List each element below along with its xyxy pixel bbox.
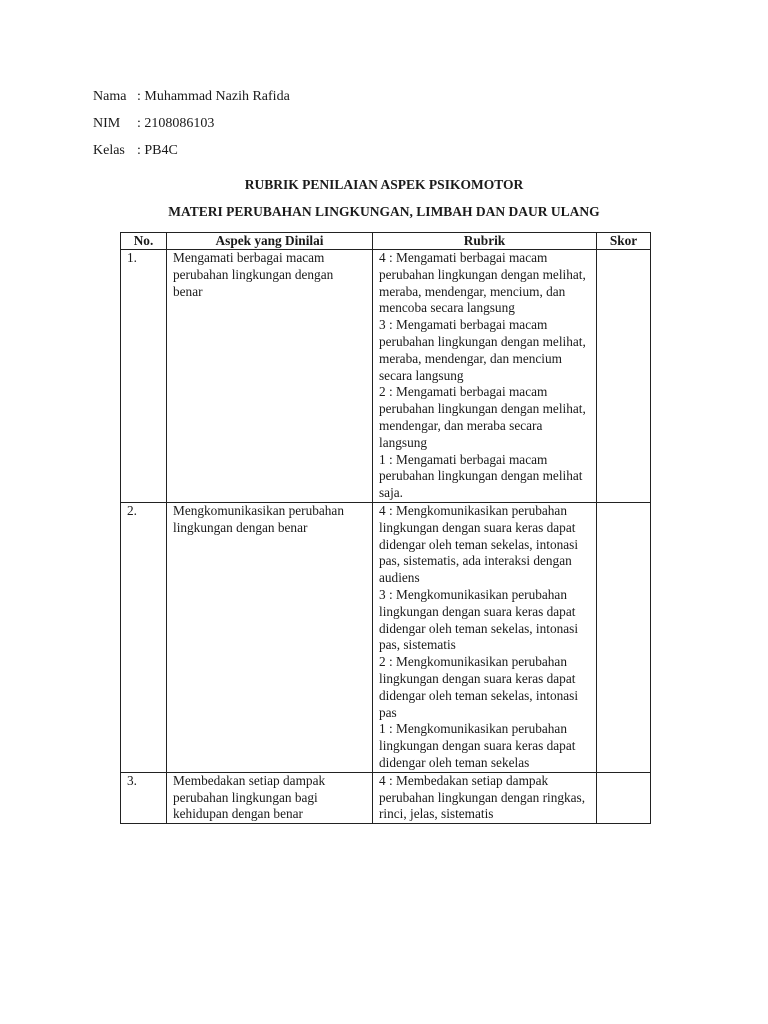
header-rubric: Rubrik	[373, 233, 597, 250]
row-number: 3.	[121, 772, 167, 823]
rubric-table	[120, 232, 651, 824]
rubric-level: 2 : Mengamati berbagai macam perubahan lingkungan dengan melihat, mendengar, dan meraba secara langsung	[379, 384, 586, 450]
row-number: 2.	[121, 502, 167, 772]
header-score: Skor	[597, 233, 651, 250]
document-title: RUBRIK PENILAIAN ASPEK PSIKOMOTOR	[244, 177, 524, 192]
rubric-level: 3 : Mengkomunikasikan perubahan lingkungan dengan suara keras dapat didengar oleh teman sekelas, intonasi pas, sistematis	[379, 586, 579, 653]
class-label: Kelas	[93, 143, 125, 158]
table-row	[121, 502, 651, 772]
table-row	[121, 772, 651, 823]
rubric-level: 2 : Mengkomunikasikan perubahan lingkungan dengan suara keras dapat didengar oleh teman sekelas, intonasi pas	[379, 654, 579, 720]
row-aspect: Mengkomunikasikan perubahan lingkungan dengan benar	[167, 502, 373, 772]
table-row	[121, 250, 651, 503]
header-no: No.	[121, 233, 167, 250]
row-score	[597, 502, 651, 772]
rubric-level: 4 : Mengkomunikasikan perubahan lingkungan dengan suara keras dapat didengar oleh teman sekelas, intonasi pas, sistematis, ada interaksi dengan audiens	[379, 502, 579, 586]
name-label: Nama	[93, 89, 127, 104]
name-value: : Muhammad Nazih Rafida	[137, 89, 290, 104]
student-name-line	[93, 89, 290, 105]
row-score	[597, 772, 651, 823]
rubric-level: 4 : Membedakan setiap dampak perubahan lingkungan dengan ringkas, rinci, jelas, sistematis	[379, 772, 586, 822]
row-rubric	[373, 772, 597, 823]
document-subtitle: MATERI PERUBAHAN LINGKUNGAN, LIMBAH DAN DAUR ULANG	[168, 204, 600, 219]
rubric-level: 3 : Mengamati berbagai macam perubahan lingkungan dengan melihat, meraba, mendengar, dan mencium secara langsung	[379, 317, 586, 383]
row-score	[597, 250, 651, 503]
student-class-line	[93, 143, 178, 159]
row-aspect: Membedakan setiap dampak perubahan lingkungan bagi kehidupan dengan benar	[167, 772, 373, 823]
row-number: 1.	[121, 250, 167, 503]
header-aspect: Aspek yang Dinilai	[167, 233, 373, 250]
row-rubric	[373, 502, 597, 772]
table-header-row	[121, 233, 651, 250]
class-value: : PB4C	[137, 143, 178, 158]
nim-value: : 2108086103	[137, 116, 215, 131]
rubric-level: 4 : Mengamati berbagai macam perubahan lingkungan dengan melihat, meraba, mendengar, mencium, dan mencoba secara langsung	[379, 250, 586, 316]
nim-label: NIM	[93, 116, 121, 131]
rubric-level: 1 : Mengkomunikasikan perubahan lingkungan dengan suara keras dapat didengar oleh teman sekelas	[379, 721, 576, 770]
student-nim-line	[93, 116, 214, 132]
row-aspect: Mengamati berbagai macam perubahan lingkungan dengan benar	[167, 250, 373, 503]
row-rubric	[373, 250, 597, 503]
rubric-level: 1 : Mengamati berbagai macam perubahan lingkungan dengan melihat saja.	[379, 451, 583, 501]
